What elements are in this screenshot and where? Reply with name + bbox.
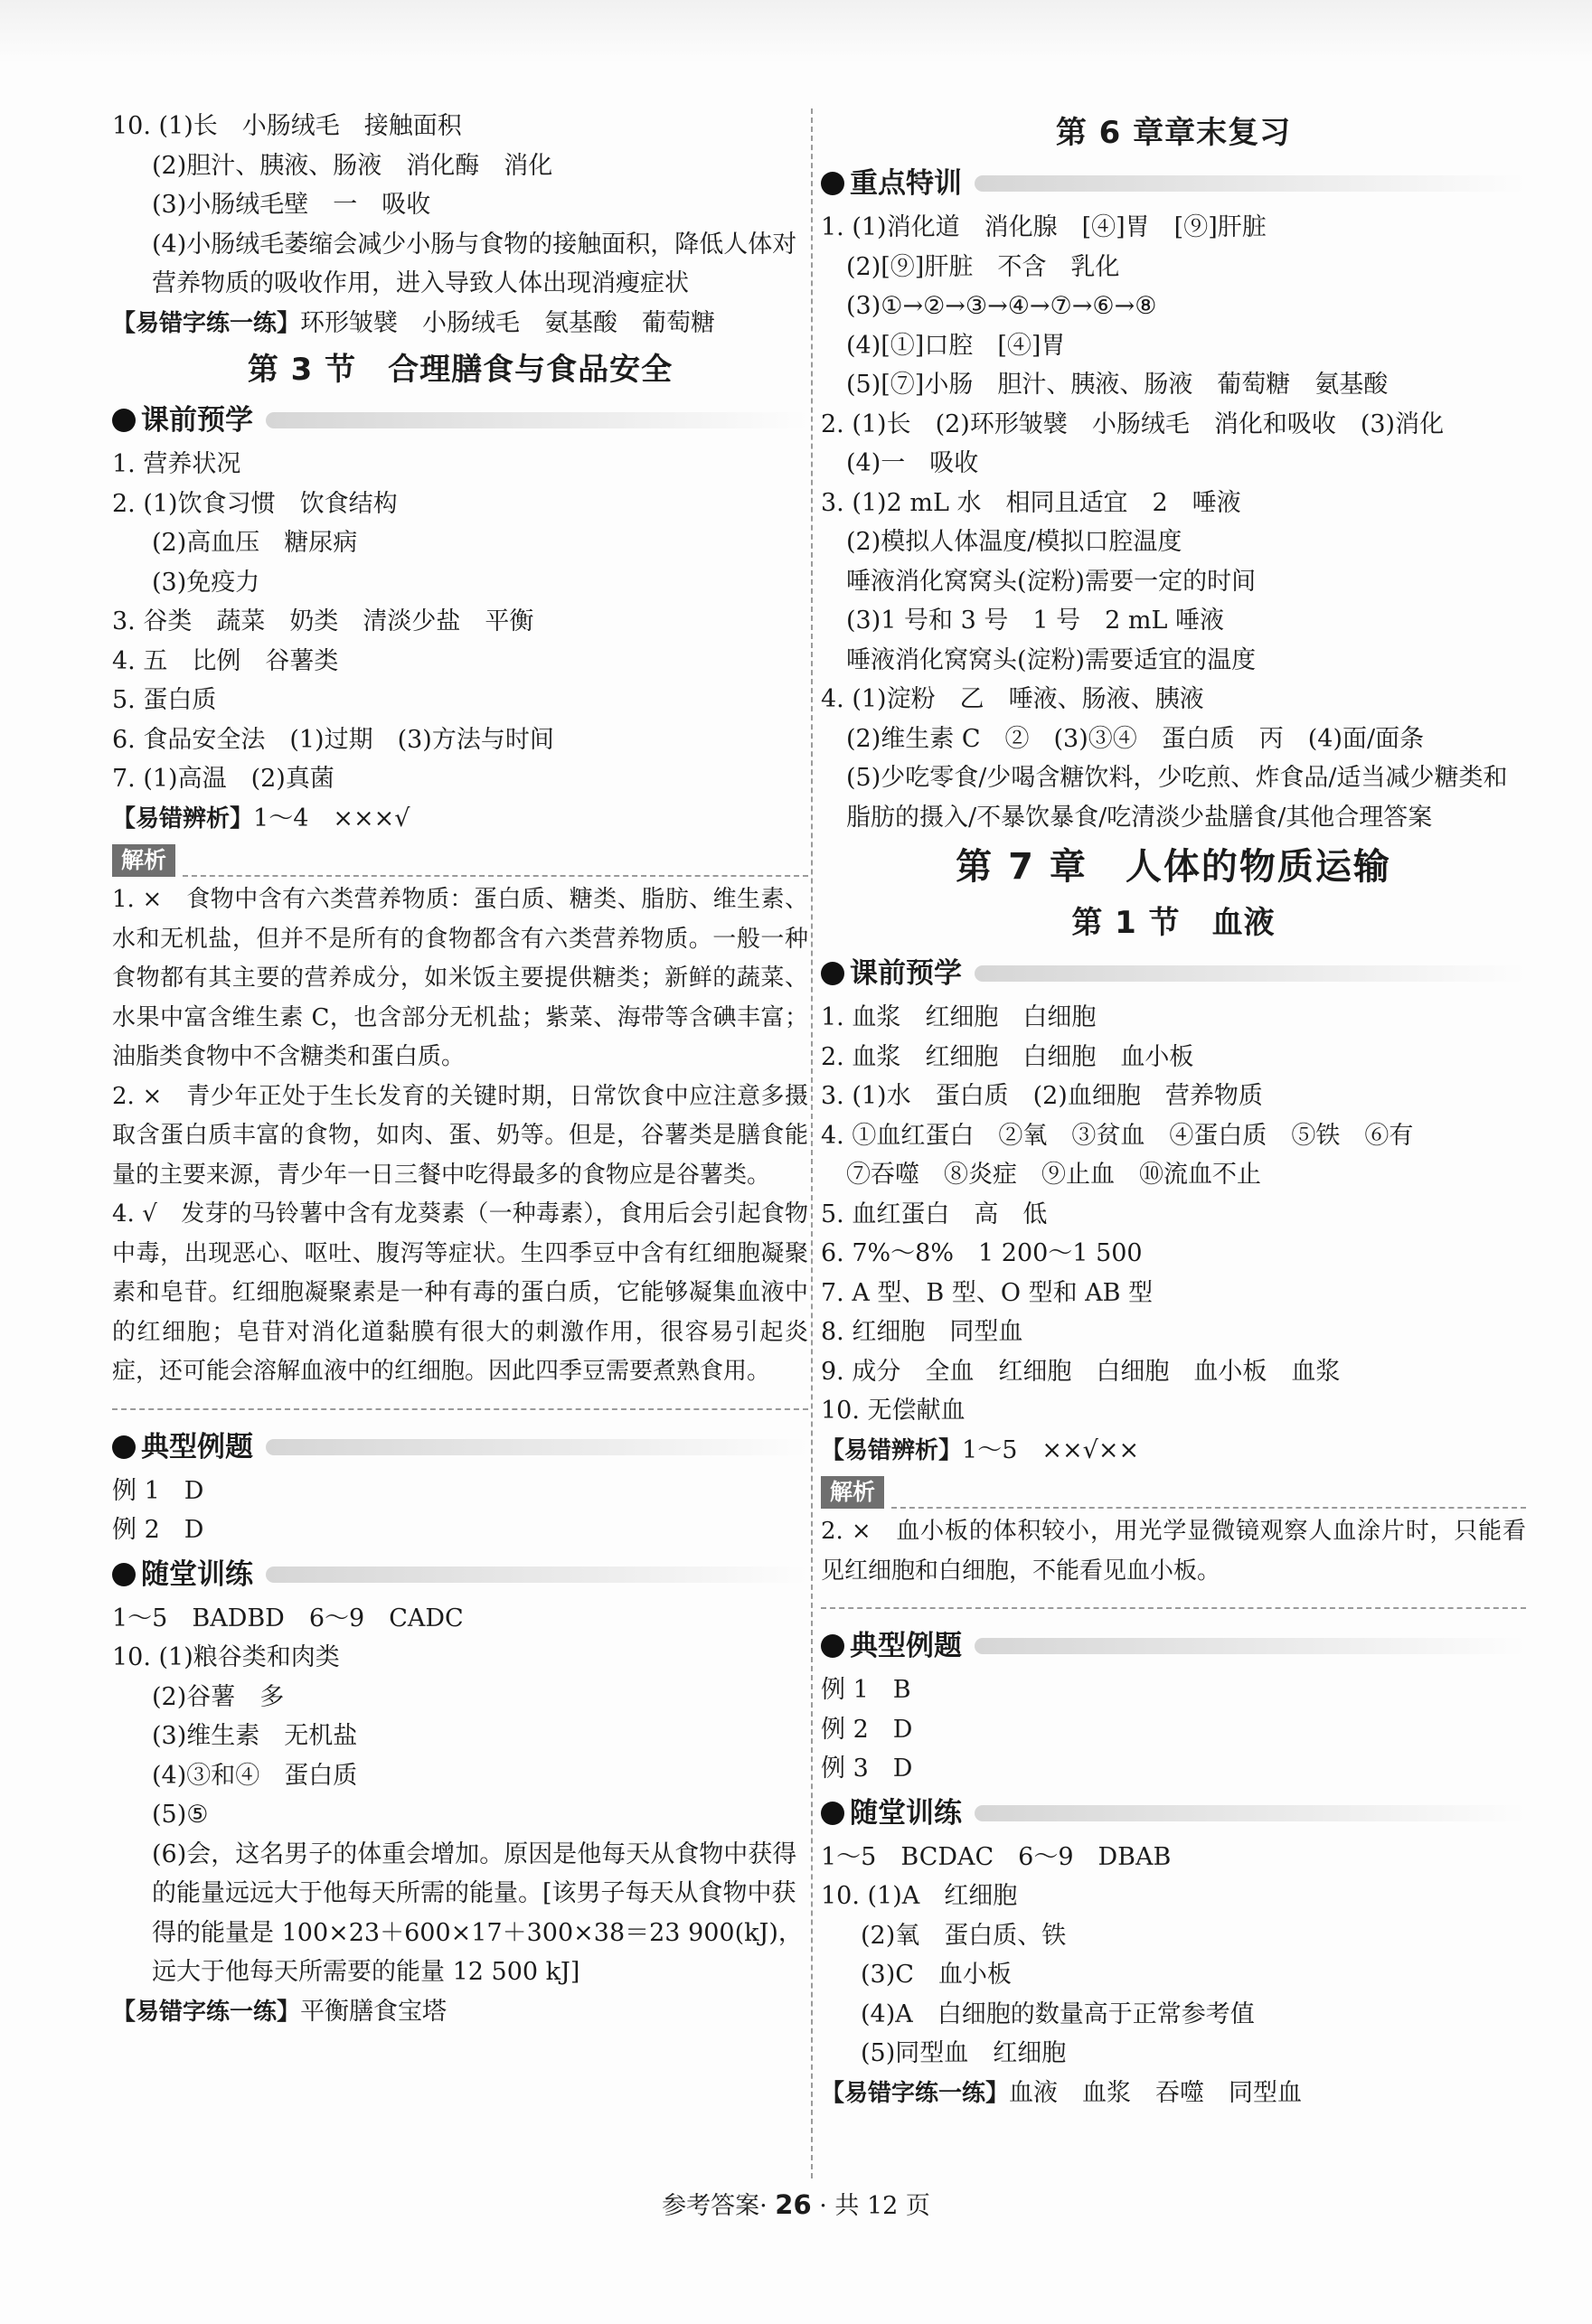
answer-line: (2)胆汁、胰液、肠液 消化酶 消化: [152, 151, 553, 180]
answer-line: 5. 血红蛋白 高 低: [821, 1200, 1048, 1228]
answer-line: (6)会，这名男子的体重会增加。原因是他每天从食物中获得的能量远远大于他每天所需的能量。[该男子每天从食物中获得的能量是 100×23＋600×17＋300×38＝23 900(kJ)，远大于他每天所需要的能量 12 500 kJ]: [152, 1839, 803, 1986]
yicuo-practice: [112, 304, 808, 344]
answer-line: 1. 营养状况: [112, 450, 241, 478]
answer-line: (5)⑤: [152, 1801, 209, 1829]
answer-line: 10. (1)A 红细胞: [821, 1882, 1018, 1910]
analysis-paragraph: 2. × 青少年正处于生长发育的关键时期，日常饮食中应注意多摄取含蛋白质丰富的食物，如肉、蛋、奶等。但是，谷薯类是膳食能量的主要来源，青少年一日三餐中吃得最多的食物应是谷薯类。: [112, 1082, 808, 1189]
answer-line: 1～5 BADBD 6～9 CADC: [112, 1604, 464, 1632]
analysis-paragraph: 1. × 食物中含有六类营养物质：蛋白质、糖类、脂肪、维生素、水和无机盐，但并不是所有的食物都含有六类营养物质。一般一种食物都有其主要的营养成分，如米饭主要提供糖类；新鲜的蔬菜、水果中富含维生素 C，也含部分无机盐；紫菜、海带等含碘丰富；油脂类食物中不含糖类和蛋白质。: [112, 886, 808, 1070]
right-column: [821, 107, 1526, 2113]
answer-line: (5)少吃零食/少喝含糖饮料，少吃煎、炸食品/适当减少糖类和脂肪的摄入/不暴饮暴食/吃清淡少盐膳食/其他合理答案: [846, 764, 1508, 832]
brush-streak-decoration: [975, 1638, 1526, 1654]
answer-line: 2. (1)饮食习惯 饮食结构: [112, 489, 398, 518]
subheading-text: 随堂训练: [850, 1796, 962, 1830]
subheading-stxl: [112, 1550, 808, 1599]
answer-line: 10. (1)粮谷类和肉类: [112, 1643, 340, 1671]
answer-line: (4)[①]口腔 [④]胃: [846, 331, 1066, 360]
answer-line: (2)[⑨]肝脏 不含 乳化: [846, 252, 1120, 281]
answer-line: 10. 无偿献血: [821, 1397, 966, 1425]
answer-line: ⑦吞噬 ⑧炎症 ⑨止血 ⑩流血不止: [846, 1161, 1261, 1189]
dashed-rule: [891, 1507, 1526, 1509]
answer-line: (4)小肠绒毛萎缩会减少小肠与食物的接触面积，降低人体对营养物质的吸收作用，进入导致人体出现消瘦症状: [152, 230, 797, 297]
answer-line: (3)小肠绒毛壁 一 吸收: [152, 191, 431, 219]
yicuo-text: 1～5 ××√××: [962, 1435, 1140, 1464]
answer-line: 10. (1)长 小肠绒毛 接触面积: [112, 112, 462, 140]
answer-line: 4. ①血红蛋白 ②氧 ③贫血 ④蛋白质 ⑤铁 ⑥有: [821, 1121, 1414, 1150]
answer-line: 3. (1)水 蛋白质 (2)血细胞 营养物质: [821, 1082, 1263, 1110]
answer-line: 6. 食品安全法 (1)过期 (3)方法与时间: [112, 725, 554, 754]
subheading-text: 课前预学: [850, 957, 962, 990]
answer-line: (5)同型血 红细胞: [861, 2039, 1067, 2067]
page-header-band: [0, 0, 1592, 63]
answer-line: (2)维生素 C ② (3)③④ 蛋白质 丙 (4)面/面条: [846, 724, 1425, 753]
footer-suffix: · 共 12 页: [819, 2192, 930, 2220]
answer-line: 2. (1)长 (2)环形皱襞 小肠绒毛 消化和吸收 (3)消化: [821, 409, 1445, 438]
yicuo-tag: 【易错辨析】: [821, 1436, 963, 1464]
answer-line: (3)①→②→③→④→⑦→⑥→⑧: [846, 292, 1157, 320]
brush-streak-decoration: [975, 965, 1526, 982]
answer-line: 1～5 BCDAC 6～9 DBAB: [821, 1842, 1172, 1871]
brush-streak-decoration: [266, 1439, 808, 1455]
bullet-icon: [821, 1802, 844, 1825]
answer-line: (5)[⑦]小肠 胆汁、胰液、肠液 葡萄糖 氨基酸: [846, 371, 1389, 399]
answer-line: 8. 红细胞 同型血: [821, 1318, 1023, 1346]
yicuo-practice: [821, 2074, 1526, 2114]
answer-line: (2)高血压 糖尿病: [152, 529, 358, 557]
subheading-text: 随堂训练: [141, 1557, 253, 1591]
answer-line: 9. 成分 全血 红细胞 白细胞 血小板 血浆: [821, 1357, 1341, 1386]
analysis-label: 解析: [112, 844, 175, 877]
answer-line: (3)1 号和 3 号 1 号 2 mL 唾液: [846, 607, 1224, 635]
subheading-stxl: [821, 1789, 1526, 1838]
answer-line: (4)一 吸收: [846, 449, 979, 477]
example-answer: 例 1 D: [112, 1476, 204, 1505]
analysis-paragraph: 4. √ 发芽的马铃薯中含有龙葵素（一种毒素），食用后会引起食物中毒，出现恶心、呕吐、腹泻等症状。生四季豆中含有红细胞凝聚素和皂苷。红细胞凝聚素是一种有毒的蛋白质，它能够凝集血液中的红细胞；皂苷对消化道黏膜有很大的刺激作用，很容易引起炎症，还可能会溶解血液中的红细胞。因此四季豆需要煮熟食用。: [112, 1200, 808, 1385]
answer-line: (4)③和④ 蛋白质: [152, 1761, 358, 1790]
answer-line: 4. 五 比例 谷薯类: [112, 646, 339, 675]
example-answer: 例 1 B: [821, 1676, 911, 1704]
column-divider: [811, 108, 813, 2178]
yicuo-tag: 【易错字练一练】: [821, 2079, 1010, 2107]
answer-line: (3)免疫力: [152, 568, 260, 597]
review-title: 第 6 章章末复习: [1055, 115, 1292, 151]
footer-prefix: 参考答案·: [662, 2192, 768, 2220]
answer-line: 5. 蛋白质: [112, 686, 217, 714]
answer-line: 4. (1)淀粉 乙 唾液、肠液、胰液: [821, 685, 1204, 713]
bullet-icon: [112, 409, 136, 432]
dashed-rule: [112, 1408, 808, 1410]
subheading-kqyx: [821, 949, 1526, 998]
answer-line: (2)模拟人体温度/模拟口腔温度: [846, 528, 1182, 556]
answer-line: (2)氧 蛋白质、铁: [861, 1921, 1067, 1950]
yicuo-text: 环形皱襞 小肠绒毛 氨基酸 葡萄糖: [300, 308, 716, 337]
answer-line: 唾液消化窝窝头(淀粉)需要一定的时间: [846, 567, 1257, 596]
brush-streak-decoration: [975, 175, 1526, 192]
answer-line: 3. (1)2 mL 水 相同且适宜 2 唾液: [821, 488, 1241, 517]
section-title: 第 3 节 合理膳食与食品安全: [247, 352, 674, 388]
bullet-icon: [821, 1634, 844, 1658]
example-answer: 例 2 D: [112, 1516, 204, 1544]
yicuo-practice: [112, 1992, 808, 2033]
answer-line: 7. (1)高温 (2)真菌: [112, 765, 334, 793]
yicuo-text: 血液 血浆 吞噬 同型血: [1009, 2078, 1303, 2107]
answer-line: (3)C 血小板: [861, 1961, 1012, 1989]
brush-streak-decoration: [266, 412, 808, 428]
example-answer: 例 2 D: [821, 1715, 913, 1744]
page-footer: [0, 2186, 1592, 2221]
brush-streak-decoration: [266, 1567, 808, 1583]
dashed-rule: [821, 1607, 1526, 1609]
example-answer: 例 3 D: [821, 1755, 913, 1783]
subheading-dxlt: [821, 1622, 1526, 1670]
subheading-zdtx: [821, 159, 1526, 208]
chapter-title: 第 7 章 人体的物质运输: [956, 846, 1391, 888]
subheading-kqyx: [112, 396, 808, 445]
yicuo-tag: 【易错辨析】: [112, 804, 254, 833]
analysis-label: 解析: [821, 1476, 884, 1509]
subheading-text: 课前预学: [141, 404, 253, 437]
yicuo-text: 1～4 ×××√: [253, 804, 410, 833]
answer-line: 唾液消化窝窝头(淀粉)需要适宜的温度: [846, 645, 1257, 674]
subheading-dxlt: [112, 1423, 808, 1472]
answer-line: 2. 血浆 红细胞 白细胞 血小板: [821, 1042, 1194, 1071]
answer-line: 1. 血浆 红细胞 白细胞: [821, 1003, 1097, 1031]
bullet-icon: [821, 962, 844, 985]
brush-streak-decoration: [975, 1805, 1526, 1821]
bullet-icon: [112, 1563, 136, 1586]
analysis-header: [821, 1474, 1526, 1512]
left-column: [112, 107, 808, 2032]
analysis-header: [112, 842, 808, 880]
subheading-text: 典型例题: [850, 1630, 962, 1662]
answer-line: (2)谷薯 多: [152, 1682, 285, 1711]
bullet-icon: [821, 172, 844, 195]
page-number: 26: [775, 2189, 812, 2220]
yicuo-tag: 【易错字练一练】: [112, 1998, 301, 2026]
subheading-text: 重点特训: [850, 167, 962, 200]
yicuo-text: 平衡膳食宝塔: [300, 1997, 447, 2026]
answer-line: 6. 7%～8% 1 200～1 500: [821, 1239, 1143, 1267]
answer-line: (3)维生素 无机盐: [152, 1722, 358, 1750]
answer-line: 1. (1)消化道 消化腺 [④]胃 [⑨]肝脏: [821, 213, 1267, 241]
subheading-text: 典型例题: [141, 1430, 253, 1463]
bullet-icon: [112, 1435, 136, 1459]
answer-line: 7. A 型、B 型、O 型和 AB 型: [821, 1278, 1154, 1307]
answer-line: 3. 谷类 蔬菜 奶类 清淡少盐 平衡: [112, 607, 534, 635]
analysis-paragraph: 2. × 血小板的体积较小，用光学显微镜观察人血涂片时，只能看见红细胞和白细胞，不能看见血小板。: [821, 1518, 1526, 1585]
answer-line: (4)A 白细胞的数量高于正常参考值: [861, 1999, 1255, 2028]
yicuo-bianxi: [821, 1431, 1526, 1472]
yicuo-bianxi: [112, 799, 808, 840]
dashed-rule: [183, 875, 808, 877]
section-title: 第 1 节 血液: [1071, 905, 1276, 941]
yicuo-tag: 【易错字练一练】: [112, 309, 301, 337]
